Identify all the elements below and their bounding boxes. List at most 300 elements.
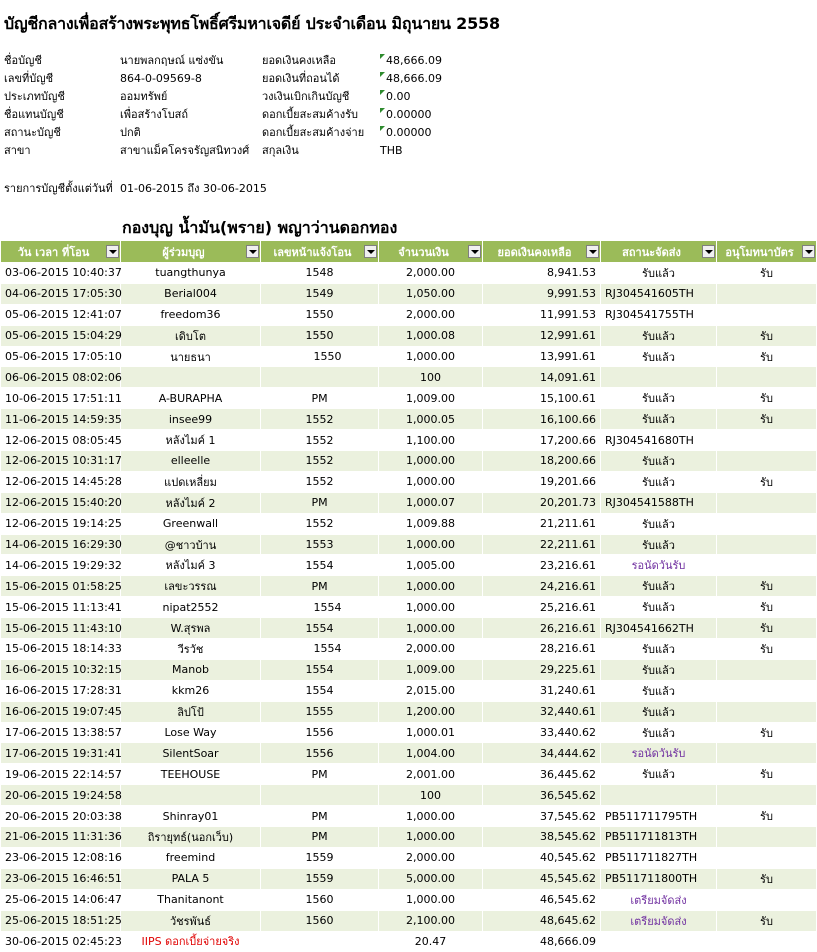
cell-donor[interactable]: หลังไมค์ 2 [121, 492, 261, 513]
cell-certificate[interactable] [717, 931, 817, 952]
cell-balance[interactable]: 15,100.61 [483, 388, 601, 409]
cell-balance[interactable]: 28,216.61 [483, 639, 601, 660]
cell-balance[interactable]: 48,645.62 [483, 910, 601, 931]
cell-reference[interactable] [261, 367, 379, 388]
table-row [1, 534, 817, 555]
cell-reference[interactable]: 1554 [261, 597, 379, 618]
info-label: สาขา [4, 144, 31, 157]
info-value-row[interactable] [380, 70, 442, 88]
table-row [1, 388, 817, 409]
cell-datetime[interactable]: 23-06-2015 12:08:16 [1, 847, 121, 868]
cell-certificate[interactable]: รับ [717, 722, 817, 743]
cell-donor[interactable]: Manob [121, 659, 261, 680]
cell-status[interactable]: รับแล้ว [601, 659, 717, 680]
cell-datetime[interactable]: 19-06-2015 22:14:57 [1, 764, 121, 785]
info-value: 0.00000 [386, 108, 432, 121]
cell-datetime[interactable]: 25-06-2015 14:06:47 [1, 889, 121, 910]
cell-balance[interactable]: 17,200.66 [483, 430, 601, 451]
cell-reference[interactable]: 1555 [261, 701, 379, 722]
cell-reference[interactable]: 1554 [261, 659, 379, 680]
cell-amount[interactable]: 1,000.00 [379, 534, 483, 555]
cell-reference[interactable]: 1552 [261, 471, 379, 492]
cell-balance[interactable]: 45,545.62 [483, 868, 601, 889]
cell-status[interactable]: PB511711800TH [601, 868, 717, 889]
cell-amount[interactable]: 1,000.00 [379, 827, 483, 848]
cell-donor[interactable]: Shinray01 [121, 806, 261, 827]
cell-balance[interactable]: 9,991.53 [483, 283, 601, 304]
cell-datetime[interactable]: 05-06-2015 15:04:29 [1, 325, 121, 346]
cell-datetime[interactable]: 12-06-2015 08:05:45 [1, 430, 121, 451]
cell-datetime[interactable]: 06-06-2015 08:02:06 [1, 367, 121, 388]
cell-certificate[interactable] [717, 659, 817, 680]
cell-amount[interactable]: 1,000.07 [379, 492, 483, 513]
cell-donor[interactable]: ถิรายุทธ์(นอกเว็บ) [121, 827, 261, 848]
cell-status[interactable]: RJ304541755TH [601, 304, 717, 325]
info-label: สถานะบัญชี [4, 126, 61, 139]
cell-donor[interactable]: Greenwall [121, 513, 261, 534]
cell-reference[interactable]: PM [261, 576, 379, 597]
column-header[interactable] [717, 241, 817, 263]
column-header[interactable] [121, 241, 261, 263]
filter-dropdown-icon[interactable] [586, 245, 599, 258]
cell-balance[interactable]: 37,545.62 [483, 806, 601, 827]
cell-amount[interactable]: 1,005.00 [379, 555, 483, 576]
cell-balance[interactable]: 25,216.61 [483, 597, 601, 618]
cell-reference[interactable]: 1550 [261, 325, 379, 346]
info-value: THB [380, 144, 403, 157]
cell-donor[interactable] [121, 785, 261, 806]
cell-certificate[interactable] [717, 701, 817, 722]
cell-balance[interactable]: 34,444.62 [483, 743, 601, 764]
info-label: สกุลเงิน [262, 144, 299, 157]
info-value-row[interactable] [380, 52, 442, 70]
cell-certificate[interactable] [717, 283, 817, 304]
filter-dropdown-icon[interactable] [802, 245, 815, 258]
cell-reference[interactable]: 1559 [261, 847, 379, 868]
error-indicator-icon [380, 54, 385, 59]
cell-certificate[interactable]: รับ [717, 910, 817, 931]
cell-status[interactable]: RJ304541605TH [601, 283, 717, 304]
cell-amount[interactable]: 1,000.05 [379, 409, 483, 430]
cell-donor[interactable]: A-BURAPHA [121, 388, 261, 409]
info-value-row [380, 142, 442, 160]
cell-status[interactable]: รับแล้ว [601, 680, 717, 701]
cell-donor[interactable]: @ชาวบ้าน [121, 534, 261, 555]
cell-datetime[interactable]: 15-06-2015 11:43:10 [1, 618, 121, 639]
cell-amount[interactable]: 1,009.00 [379, 659, 483, 680]
cell-status[interactable]: รับแล้ว [601, 325, 717, 346]
cell-amount[interactable]: 1,000.00 [379, 597, 483, 618]
cell-certificate[interactable] [717, 743, 817, 764]
cell-donor[interactable]: แปดเหลี่ยม [121, 471, 261, 492]
cell-amount[interactable]: 1,009.88 [379, 513, 483, 534]
filter-dropdown-icon[interactable] [364, 245, 377, 258]
cell-certificate[interactable]: รับ [717, 409, 817, 430]
cell-status[interactable]: รับแล้ว [601, 764, 717, 785]
cell-datetime[interactable]: 20-06-2015 19:24:58 [1, 785, 121, 806]
cell-amount[interactable]: 2,015.00 [379, 680, 483, 701]
table-row [1, 430, 817, 451]
cell-status[interactable]: รับแล้ว [601, 597, 717, 618]
cell-datetime[interactable]: 10-06-2015 17:51:11 [1, 388, 121, 409]
cell-datetime[interactable]: 25-06-2015 18:51:25 [1, 910, 121, 931]
cell-donor[interactable]: insee99 [121, 409, 261, 430]
cell-reference[interactable]: 1552 [261, 430, 379, 451]
table-row [1, 827, 817, 848]
cell-certificate[interactable] [717, 889, 817, 910]
cell-amount[interactable]: 1,000.00 [379, 806, 483, 827]
info-value: สาขาแม็คโครจรัญสนิทวงศ์ [120, 144, 250, 157]
cell-balance[interactable]: 32,440.61 [483, 701, 601, 722]
cell-certificate[interactable] [717, 785, 817, 806]
cell-amount[interactable]: 1,000.00 [379, 618, 483, 639]
cell-status[interactable]: รับแล้ว [601, 722, 717, 743]
info-value: ออมทรัพย์ [120, 90, 168, 103]
cell-donor[interactable]: elleelle [121, 451, 261, 472]
filter-dropdown-icon[interactable] [246, 245, 259, 258]
cell-certificate[interactable]: รับ [717, 868, 817, 889]
info-labels-right [262, 52, 364, 160]
cell-certificate[interactable]: รับ [717, 618, 817, 639]
cell-balance[interactable]: 21,211.61 [483, 513, 601, 534]
cell-status[interactable]: PB511711795TH [601, 806, 717, 827]
info-label: ประเภทบัญชี [4, 90, 65, 103]
cell-status[interactable] [601, 367, 717, 388]
cell-certificate[interactable]: รับ [717, 597, 817, 618]
cell-balance[interactable]: 40,545.62 [483, 847, 601, 868]
error-indicator-icon [380, 72, 385, 77]
cell-datetime[interactable]: 12-06-2015 19:14:25 [1, 513, 121, 534]
cell-datetime[interactable]: 15-06-2015 18:14:33 [1, 639, 121, 660]
cell-datetime[interactable]: 23-06-2015 16:46:51 [1, 868, 121, 889]
cell-certificate[interactable] [717, 367, 817, 388]
cell-datetime[interactable]: 12-06-2015 14:45:28 [1, 471, 121, 492]
filter-dropdown-icon[interactable] [702, 245, 715, 258]
cell-datetime[interactable]: 14-06-2015 16:29:30 [1, 534, 121, 555]
cell-reference[interactable]: 1552 [261, 513, 379, 534]
cell-certificate[interactable] [717, 680, 817, 701]
info-label: ดอกเบี้ยสะสมค้างจ่าย [262, 126, 365, 139]
table-row [1, 451, 817, 472]
cell-balance[interactable]: 23,216.61 [483, 555, 601, 576]
cell-balance[interactable]: 12,991.61 [483, 325, 601, 346]
error-indicator-icon [380, 126, 385, 131]
cell-donor[interactable]: TEEHOUSE [121, 764, 261, 785]
cell-donor[interactable]: IIPS ดอกเบี้ยจ่ายจริง [121, 931, 261, 952]
cell-donor[interactable]: Lose Way [121, 722, 261, 743]
cell-amount[interactable]: 1,050.00 [379, 283, 483, 304]
cell-certificate[interactable] [717, 304, 817, 325]
cell-datetime[interactable]: 16-06-2015 17:28:31 [1, 680, 121, 701]
cell-datetime[interactable]: 15-06-2015 01:58:25 [1, 576, 121, 597]
cell-datetime[interactable]: 30-06-2015 02:45:23 [1, 931, 121, 952]
cell-donor[interactable]: ลิปโป้ [121, 701, 261, 722]
cell-reference[interactable] [261, 785, 379, 806]
cell-reference[interactable]: 1548 [261, 263, 379, 284]
cell-status[interactable]: รับแล้ว [601, 263, 717, 284]
table-row [1, 367, 817, 388]
cell-amount[interactable]: 100 [379, 367, 483, 388]
cell-reference[interactable]: 1553 [261, 534, 379, 555]
cell-certificate[interactable]: รับ [717, 325, 817, 346]
cell-certificate[interactable]: รับ [717, 576, 817, 597]
cell-certificate[interactable]: รับ [717, 806, 817, 827]
cell-amount[interactable]: 5,000.00 [379, 868, 483, 889]
cell-reference[interactable]: 1550 [261, 346, 379, 367]
table-row [1, 492, 817, 513]
cell-balance[interactable]: 36,445.62 [483, 764, 601, 785]
cell-datetime[interactable]: 16-06-2015 19:07:45 [1, 701, 121, 722]
cell-amount[interactable]: 2,001.00 [379, 764, 483, 785]
column-header[interactable] [261, 241, 379, 263]
cell-balance[interactable]: 19,201.66 [483, 471, 601, 492]
cell-datetime[interactable]: 05-06-2015 17:05:10 [1, 346, 121, 367]
cell-status[interactable]: RJ304541588TH [601, 492, 717, 513]
table-row [1, 931, 817, 952]
cell-datetime[interactable]: 03-06-2015 10:40:37 [1, 263, 121, 284]
cell-reference[interactable] [261, 931, 379, 952]
cell-status[interactable]: RJ304541662TH [601, 618, 717, 639]
table-row [1, 283, 817, 304]
cell-reference[interactable]: 1556 [261, 743, 379, 764]
cell-amount[interactable]: 1,000.00 [379, 346, 483, 367]
cell-balance[interactable]: 31,240.61 [483, 680, 601, 701]
info-value-row[interactable] [380, 106, 442, 124]
cell-donor[interactable]: Berial004 [121, 283, 261, 304]
cell-donor[interactable]: นายธนา [121, 346, 261, 367]
cell-balance[interactable]: 48,666.09 [483, 931, 601, 952]
table-row [1, 847, 817, 868]
cell-reference[interactable]: 1560 [261, 910, 379, 931]
cell-amount[interactable]: 2,000.00 [379, 263, 483, 284]
cell-reference[interactable]: 1559 [261, 868, 379, 889]
cell-donor[interactable]: tuangthunya [121, 263, 261, 284]
cell-certificate[interactable] [717, 827, 817, 848]
cell-reference[interactable]: 1554 [261, 618, 379, 639]
cell-donor[interactable]: SilentSoar [121, 743, 261, 764]
cell-balance[interactable]: 38,545.62 [483, 827, 601, 848]
cell-datetime[interactable]: 11-06-2015 14:59:35 [1, 409, 121, 430]
cell-certificate[interactable] [717, 555, 817, 576]
cell-amount[interactable]: 1,200.00 [379, 701, 483, 722]
cell-reference[interactable]: PM [261, 492, 379, 513]
table-row [1, 513, 817, 534]
cell-datetime[interactable]: 05-06-2015 12:41:07 [1, 304, 121, 325]
cell-amount[interactable]: 20.47 [379, 931, 483, 952]
table-row [1, 785, 817, 806]
cell-datetime[interactable]: 17-06-2015 19:31:41 [1, 743, 121, 764]
filter-dropdown-icon[interactable] [468, 245, 481, 258]
cell-donor[interactable]: freemind [121, 847, 261, 868]
table-row [1, 910, 817, 931]
info-values-left [120, 52, 249, 160]
cell-amount[interactable]: 1,000.00 [379, 889, 483, 910]
table-row [1, 722, 817, 743]
cell-donor[interactable]: W.สุรพล [121, 618, 261, 639]
cell-balance[interactable]: 29,225.61 [483, 659, 601, 680]
column-header-label: เลขหน้าแจ้งโอน [273, 245, 352, 259]
cell-donor[interactable]: วีรวัช [121, 639, 261, 660]
sheet-title: กองบุญ น้ำมัน(พราย) พญาว่านดอกทอง [122, 218, 398, 237]
cell-donor[interactable]: วัชรพันธ์ [121, 910, 261, 931]
cell-amount[interactable]: 1,009.00 [379, 388, 483, 409]
cell-certificate[interactable] [717, 430, 817, 451]
cell-status[interactable]: รับแล้ว [601, 576, 717, 597]
cell-amount[interactable]: 2,000.00 [379, 639, 483, 660]
table-row [1, 471, 817, 492]
cell-datetime[interactable]: 20-06-2015 20:03:38 [1, 806, 121, 827]
cell-datetime[interactable]: 21-06-2015 11:31:36 [1, 827, 121, 848]
filter-dropdown-icon[interactable] [106, 245, 119, 258]
column-header[interactable] [601, 241, 717, 263]
cell-certificate[interactable]: รับ [717, 346, 817, 367]
column-header[interactable] [379, 241, 483, 263]
cell-status[interactable]: รับแล้ว [601, 639, 717, 660]
cell-datetime[interactable]: 12-06-2015 15:40:20 [1, 492, 121, 513]
cell-balance[interactable]: 36,545.62 [483, 785, 601, 806]
cell-certificate[interactable] [717, 492, 817, 513]
cell-donor[interactable]: PALA 5 [121, 868, 261, 889]
cell-datetime[interactable]: 04-06-2015 17:05:30 [1, 283, 121, 304]
cell-donor[interactable]: หลังไมค์ 1 [121, 430, 261, 451]
cell-status[interactable]: รับแล้ว [601, 409, 717, 430]
cell-reference[interactable]: 1554 [261, 680, 379, 701]
cell-certificate[interactable] [717, 513, 817, 534]
cell-status[interactable] [601, 785, 717, 806]
info-labels-left [4, 52, 65, 160]
column-header-label: จำนวนเงิน [398, 245, 449, 259]
cell-datetime[interactable]: 17-06-2015 13:38:57 [1, 722, 121, 743]
table-row [1, 618, 817, 639]
cell-status[interactable]: รับแล้ว [601, 534, 717, 555]
cell-reference[interactable]: 1554 [261, 555, 379, 576]
cell-reference[interactable]: 1560 [261, 889, 379, 910]
cell-donor[interactable]: เลขะวรรณ [121, 576, 261, 597]
cell-status[interactable]: รอนัดวันรับ [601, 555, 717, 576]
cell-donor[interactable] [121, 367, 261, 388]
table-row [1, 806, 817, 827]
cell-donor[interactable]: หลังไมค์ 3 [121, 555, 261, 576]
error-indicator-icon [380, 90, 385, 95]
cell-amount[interactable]: 1,000.00 [379, 471, 483, 492]
cell-status[interactable]: รับแล้ว [601, 346, 717, 367]
info-value: 0.00 [386, 90, 411, 103]
cell-balance[interactable]: 14,091.61 [483, 367, 601, 388]
cell-certificate[interactable]: รับ [717, 263, 817, 284]
cell-amount[interactable]: 1,100.00 [379, 430, 483, 451]
cell-datetime[interactable]: 15-06-2015 11:13:41 [1, 597, 121, 618]
cell-balance[interactable]: 33,440.62 [483, 722, 601, 743]
cell-balance[interactable]: 16,100.66 [483, 409, 601, 430]
cell-reference[interactable]: 1552 [261, 451, 379, 472]
cell-reference[interactable]: PM [261, 764, 379, 785]
cell-reference[interactable]: PM [261, 806, 379, 827]
table-row [1, 701, 817, 722]
cell-reference[interactable]: 1552 [261, 409, 379, 430]
cell-amount[interactable]: 1,000.08 [379, 325, 483, 346]
cell-balance[interactable]: 18,200.66 [483, 451, 601, 472]
column-header[interactable] [1, 241, 121, 263]
cell-amount[interactable]: 1,000.00 [379, 451, 483, 472]
cell-donor[interactable]: kkm26 [121, 680, 261, 701]
cell-reference[interactable]: 1549 [261, 283, 379, 304]
cell-certificate[interactable] [717, 847, 817, 868]
cell-certificate[interactable]: รับ [717, 388, 817, 409]
info-value-row[interactable] [380, 124, 442, 142]
cell-amount[interactable]: 2,100.00 [379, 910, 483, 931]
info-label: ยอดเงินคงเหลือ [262, 54, 336, 67]
cell-balance[interactable]: 26,216.61 [483, 618, 601, 639]
column-header-label: สถานะจัดส่ง [622, 245, 681, 259]
cell-reference[interactable]: 1550 [261, 304, 379, 325]
cell-certificate[interactable]: รับ [717, 639, 817, 660]
column-header-label: ยอดเงินคงเหลือ [497, 245, 572, 259]
cell-balance[interactable]: 22,211.61 [483, 534, 601, 555]
cell-status[interactable]: PB511711827TH [601, 847, 717, 868]
cell-reference[interactable]: PM [261, 388, 379, 409]
cell-balance[interactable]: 20,201.73 [483, 492, 601, 513]
table-row [1, 263, 817, 284]
cell-amount[interactable]: 1,000.01 [379, 722, 483, 743]
cell-status[interactable]: รับแล้ว [601, 451, 717, 472]
table-row [1, 764, 817, 785]
cell-certificate[interactable] [717, 451, 817, 472]
cell-reference[interactable]: PM [261, 827, 379, 848]
table-body [1, 263, 817, 952]
info-label: ชื่อบัญชี [4, 54, 42, 67]
cell-donor[interactable]: Thanitanont [121, 889, 261, 910]
cell-status[interactable]: รับแล้ว [601, 513, 717, 534]
cell-status[interactable]: รับแล้ว [601, 471, 717, 492]
info-value-row[interactable] [380, 88, 442, 106]
cell-amount[interactable]: 1,004.00 [379, 743, 483, 764]
cell-status[interactable] [601, 931, 717, 952]
cell-certificate[interactable] [717, 534, 817, 555]
cell-balance[interactable]: 24,216.61 [483, 576, 601, 597]
cell-certificate[interactable]: รับ [717, 471, 817, 492]
cell-balance[interactable]: 46,545.62 [483, 889, 601, 910]
cell-amount[interactable]: 100 [379, 785, 483, 806]
info-value: นายพลกฤษณ์ แซ่งขัน [120, 54, 224, 67]
cell-status[interactable]: เตรียมจัดส่ง [601, 910, 717, 931]
column-header[interactable] [483, 241, 601, 263]
cell-status[interactable]: รับแล้ว [601, 388, 717, 409]
cell-balance[interactable]: 11,991.53 [483, 304, 601, 325]
cell-datetime[interactable]: 14-06-2015 19:29:32 [1, 555, 121, 576]
cell-reference[interactable]: 1556 [261, 722, 379, 743]
cell-donor[interactable]: freedom36 [121, 304, 261, 325]
cell-status[interactable]: รอนัดวันรับ [601, 743, 717, 764]
cell-amount[interactable]: 2,000.00 [379, 304, 483, 325]
cell-datetime[interactable]: 12-06-2015 10:31:17 [1, 451, 121, 472]
cell-balance[interactable]: 13,991.61 [483, 346, 601, 367]
cell-amount[interactable]: 1,000.00 [379, 576, 483, 597]
cell-donor[interactable]: nipat2552 [121, 597, 261, 618]
info-value: เพื่อสร้างโบสถ์ [120, 108, 189, 121]
cell-status[interactable]: PB511711813TH [601, 827, 717, 848]
cell-certificate[interactable]: รับ [717, 764, 817, 785]
cell-amount[interactable]: 2,000.00 [379, 847, 483, 868]
cell-donor[interactable]: เดิบโต [121, 325, 261, 346]
cell-datetime[interactable]: 16-06-2015 10:32:15 [1, 659, 121, 680]
cell-balance[interactable]: 8,941.53 [483, 263, 601, 284]
cell-status[interactable]: RJ304541680TH [601, 430, 717, 451]
table-row [1, 868, 817, 889]
cell-status[interactable]: เตรียมจัดส่ง [601, 889, 717, 910]
cell-status[interactable]: รับแล้ว [601, 701, 717, 722]
cell-reference[interactable]: 1554 [261, 639, 379, 660]
table-row [1, 659, 817, 680]
